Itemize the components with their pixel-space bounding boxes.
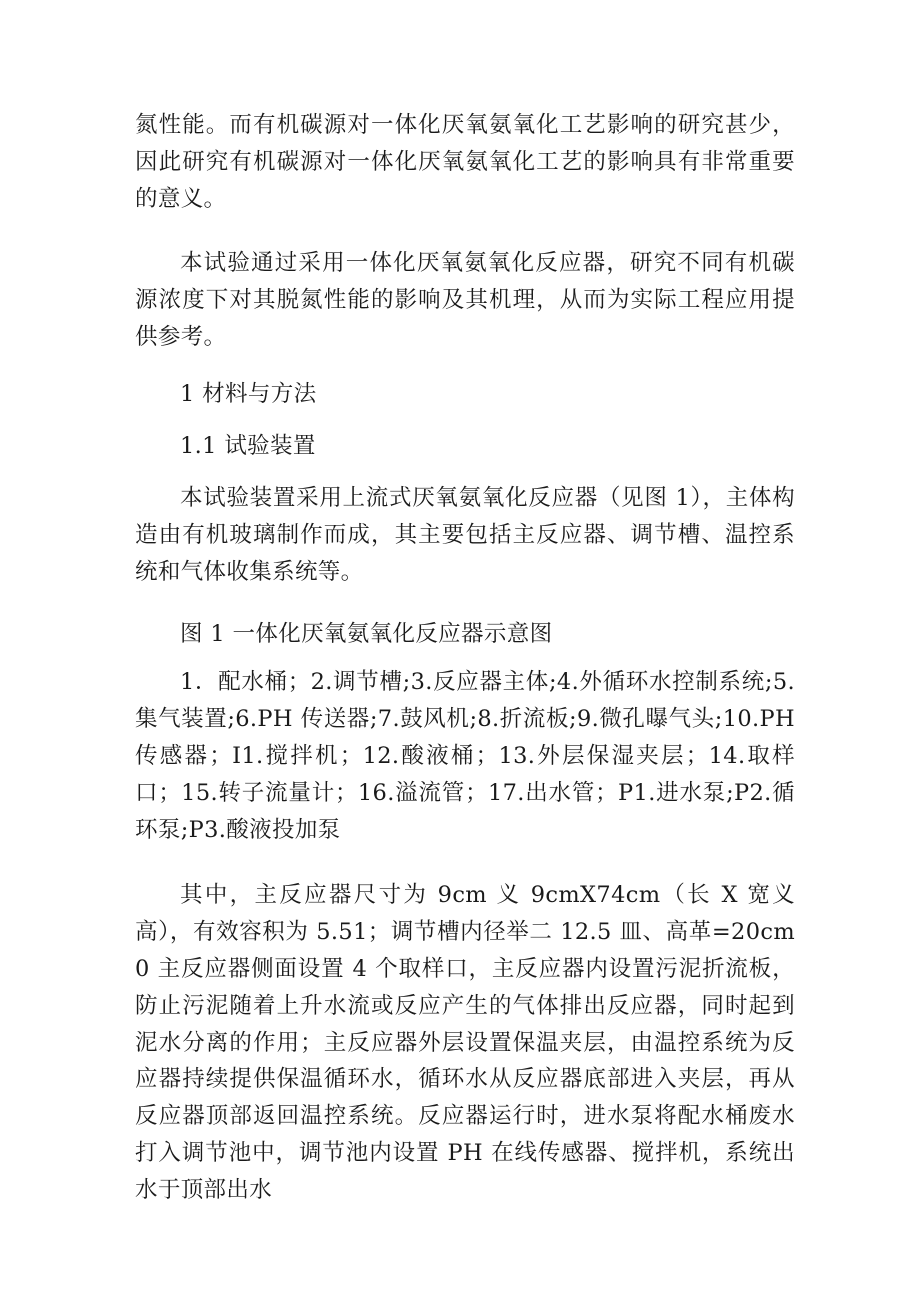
figure-caption: 图 1 一体化厌氧氨氧化反应器示意图 <box>180 621 553 647</box>
section-heading-materials-methods: 1 材料与方法 <box>180 381 317 407</box>
paragraph-apparatus-description: 本试验装置采用上流式厌氧氨氧化反应器（见图 1），主体构造由有机玻璃制作而成，其主要包括主反应器、调节槽、温控系统和气体收集系统等。 <box>135 485 795 585</box>
paragraph-reactor-details: 其中，主反应器尺寸为 9cm 义 9cmX74cm（长 X 宽义高），有效容积为 5.51；调节槽内径举二 12.5 皿、高革=20cm0 主反应器侧面设置 4 个取样口，主反应器内设置污泥折流板，防止污泥随着上升水流或反应产生的气体排出反应器，同时起到泥水分离的作用；主反应器外层设置保温夹层，由温控系统为反应器持续提供保温循环水，循环水从反应器底部进入夹层，再从反应器顶部返回温控系统。反应器运行时，进水泵将配水桶废水打入调节池中，调节池内设置 PH 在线传感器、搅拌机，系统出水于顶部出水 <box>135 882 795 1204</box>
paragraph-intro-continuation: 氮性能。而有机碳源对一体化厌氧氨氧化工艺影响的研究甚少，因此研究有机碳源对一体化厌氧氨氧化工艺的影响具有非常重要的意义。 <box>135 112 795 212</box>
subsection-heading-apparatus: 1.1 试验装置 <box>180 433 316 459</box>
paragraph-objective: 本试验通过采用一体化厌氧氨氧化反应器，研究不同有机碳源浓度下对其脱氮性能的影响及其机理，从而为实际工程应用提供参考。 <box>135 250 795 350</box>
paragraph-figure-legend: 1．配水桶；2.调节槽;3.反应器主体;4.外循环水控制系统;5.集气装置;6.PH 传送器;7.鼓风机;8.折流板;9.微孔曝气头;10.PH 传感器；I1.搅拌机；12.酸液桶；13.外层保湿夹层；14.取样口；15.转子流量计；16.溢流管；17.出水管；P1.进水泵;P2.循环泵;P3.酸液投加泵 <box>135 669 795 843</box>
